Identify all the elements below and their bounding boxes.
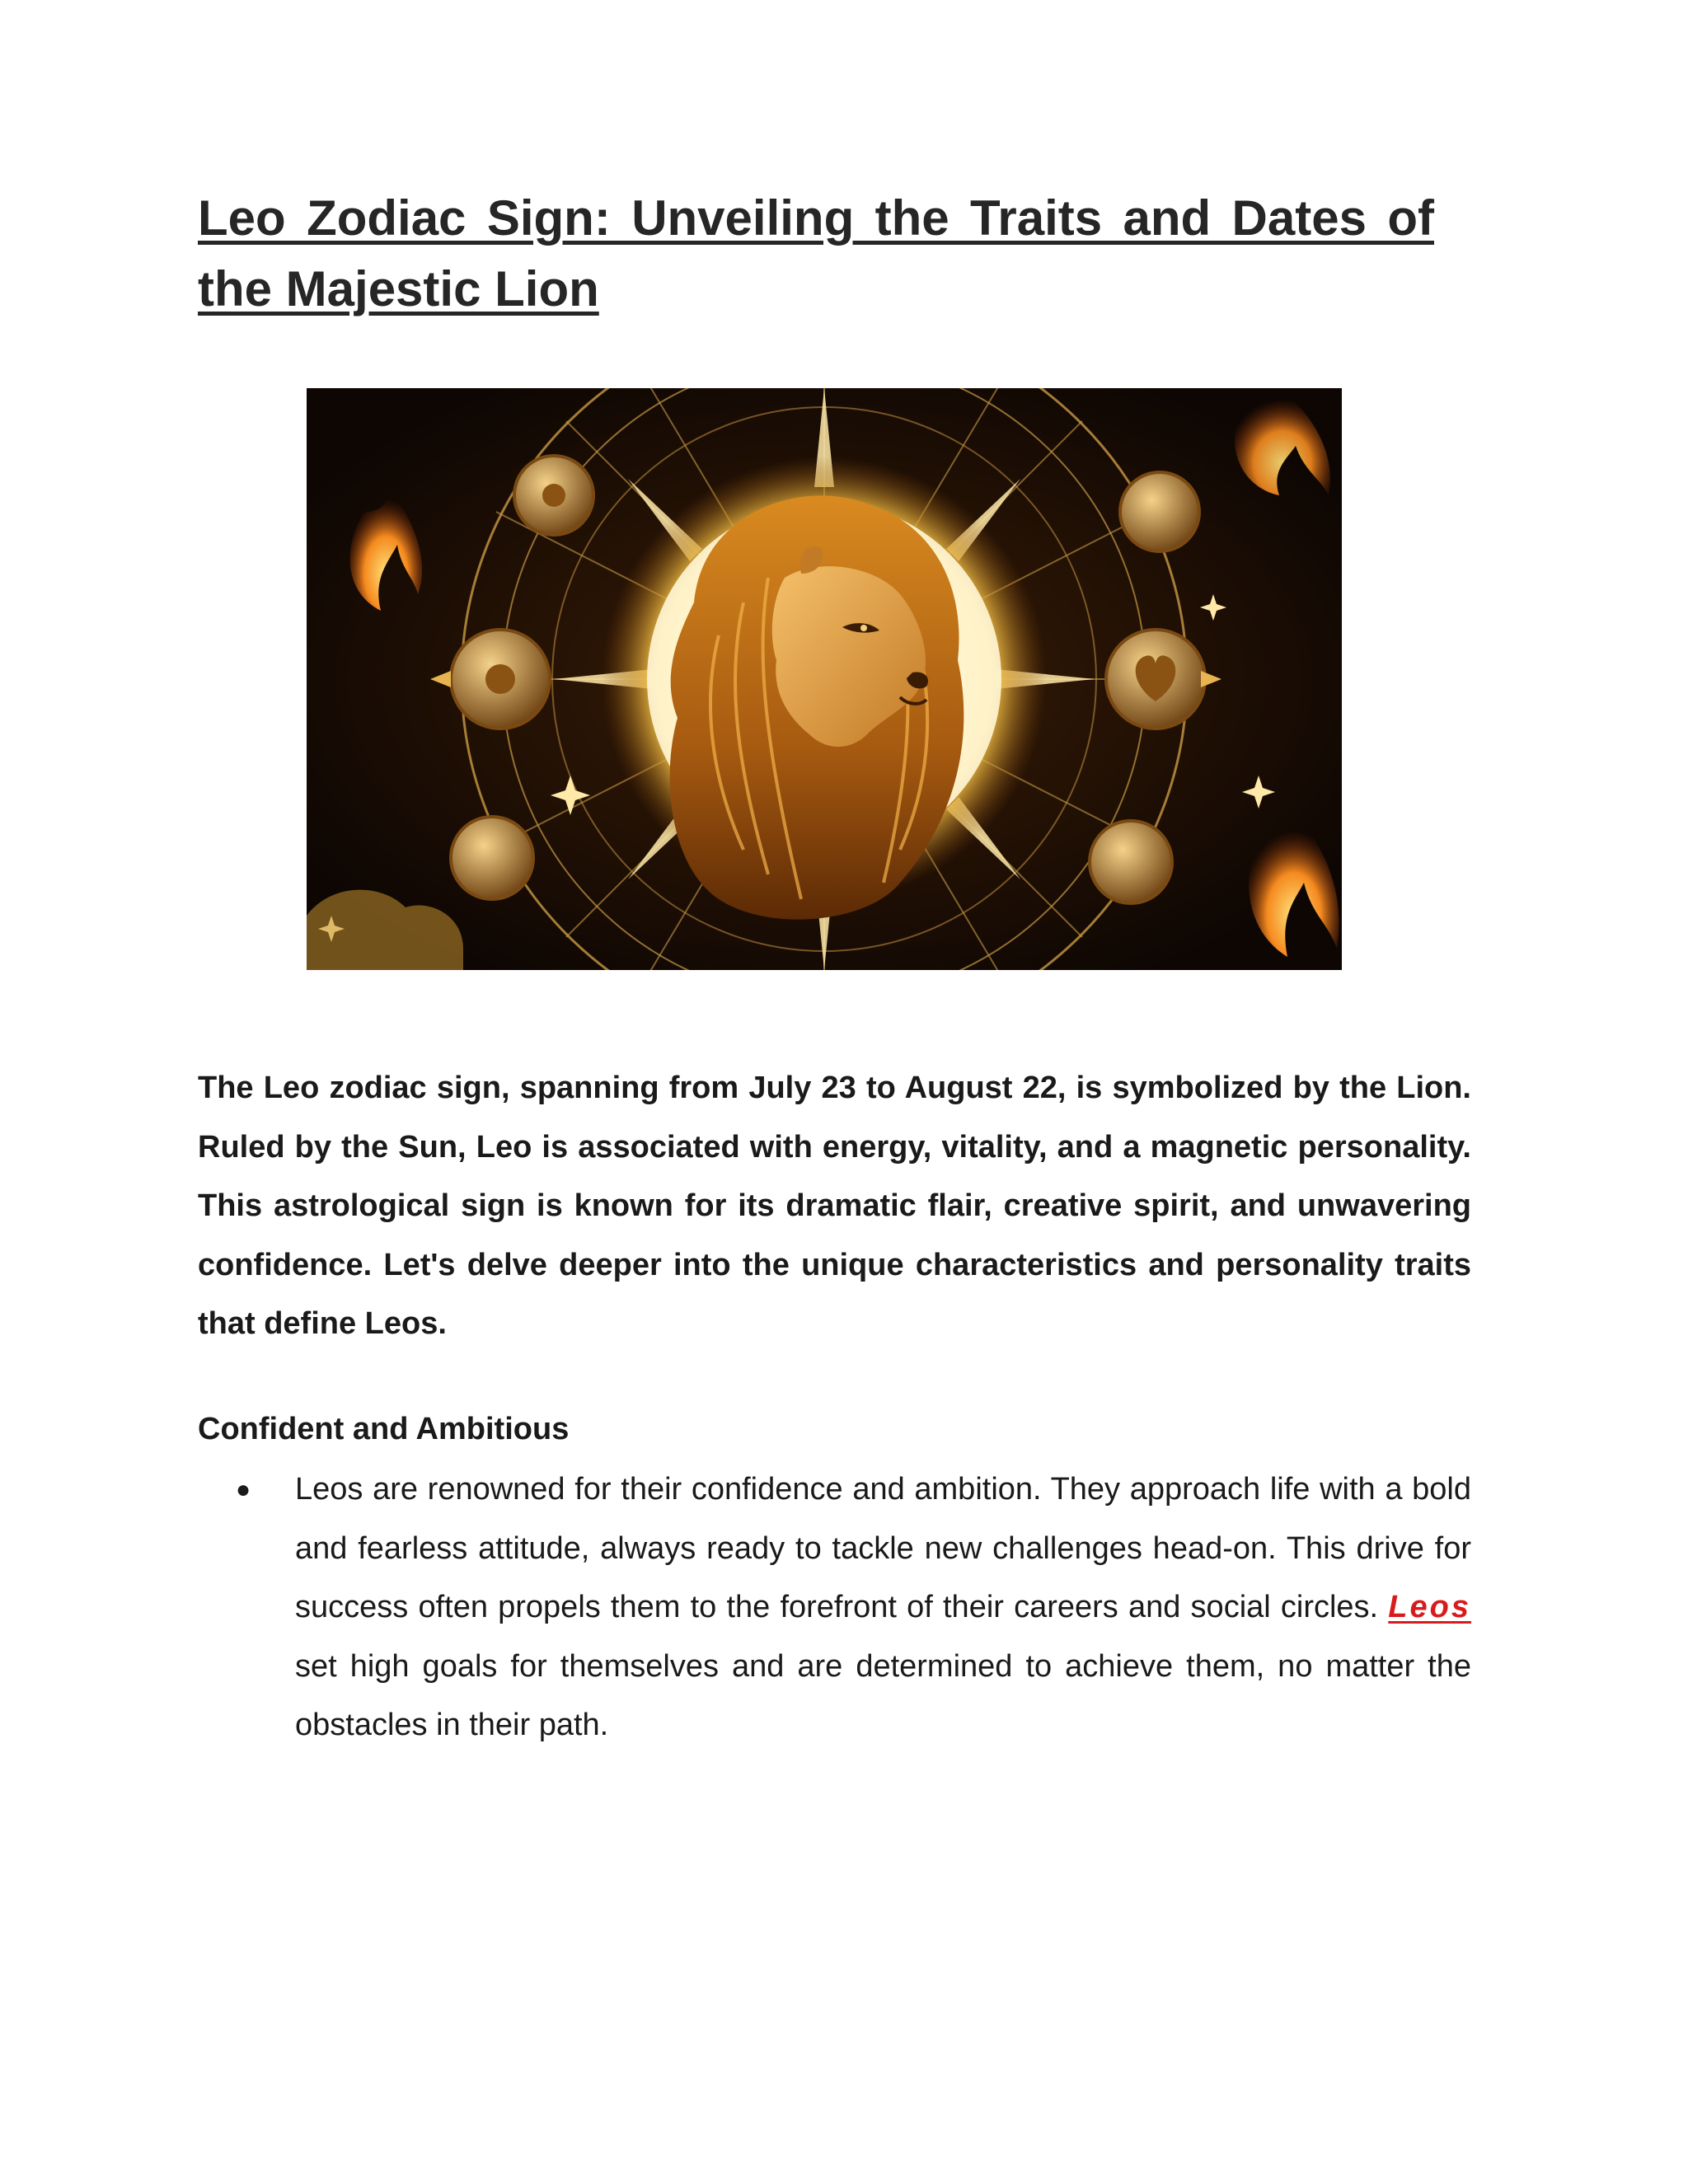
leos-link[interactable]: Leos	[1388, 1590, 1471, 1624]
bullet-text-before: Leos are renowned for their confidence and ambition. They approach life with a bold and fearless attitude, always ready to tackle new challenges head-on. This drive for success often propels them to the forefront of their careers and social circles.	[295, 1472, 1471, 1624]
bullet-text	[295, 1460, 1471, 1755]
bullet-icon: ●	[236, 1476, 251, 1503]
leo-lion-zodiac-image	[307, 388, 1342, 970]
intro-paragraph: The Leo zodiac sign, spanning from July 23 to August 22, is symbolized by the Lion. Ruled by the Sun, Leo is associated with energy, vitality, and a magnetic personality. This astrological sign is known for its dramatic flair, creative spirit, and unwavering confidence. Let's delve deeper into the unique characteristics and personality traits that define Leos.	[198, 1071, 1471, 1341]
page-title: Leo Zodiac Sign: Unveiling the Traits and Dates of the Majestic Lion	[198, 190, 1434, 316]
list-item	[198, 1460, 1471, 1755]
bullet-list	[198, 1460, 1471, 1755]
section-heading: Confident and Ambitious	[198, 1412, 570, 1446]
bullet-text-after: set high goals for themselves and are determined to achieve them, no matter the obstacles in their path.	[295, 1648, 1471, 1742]
